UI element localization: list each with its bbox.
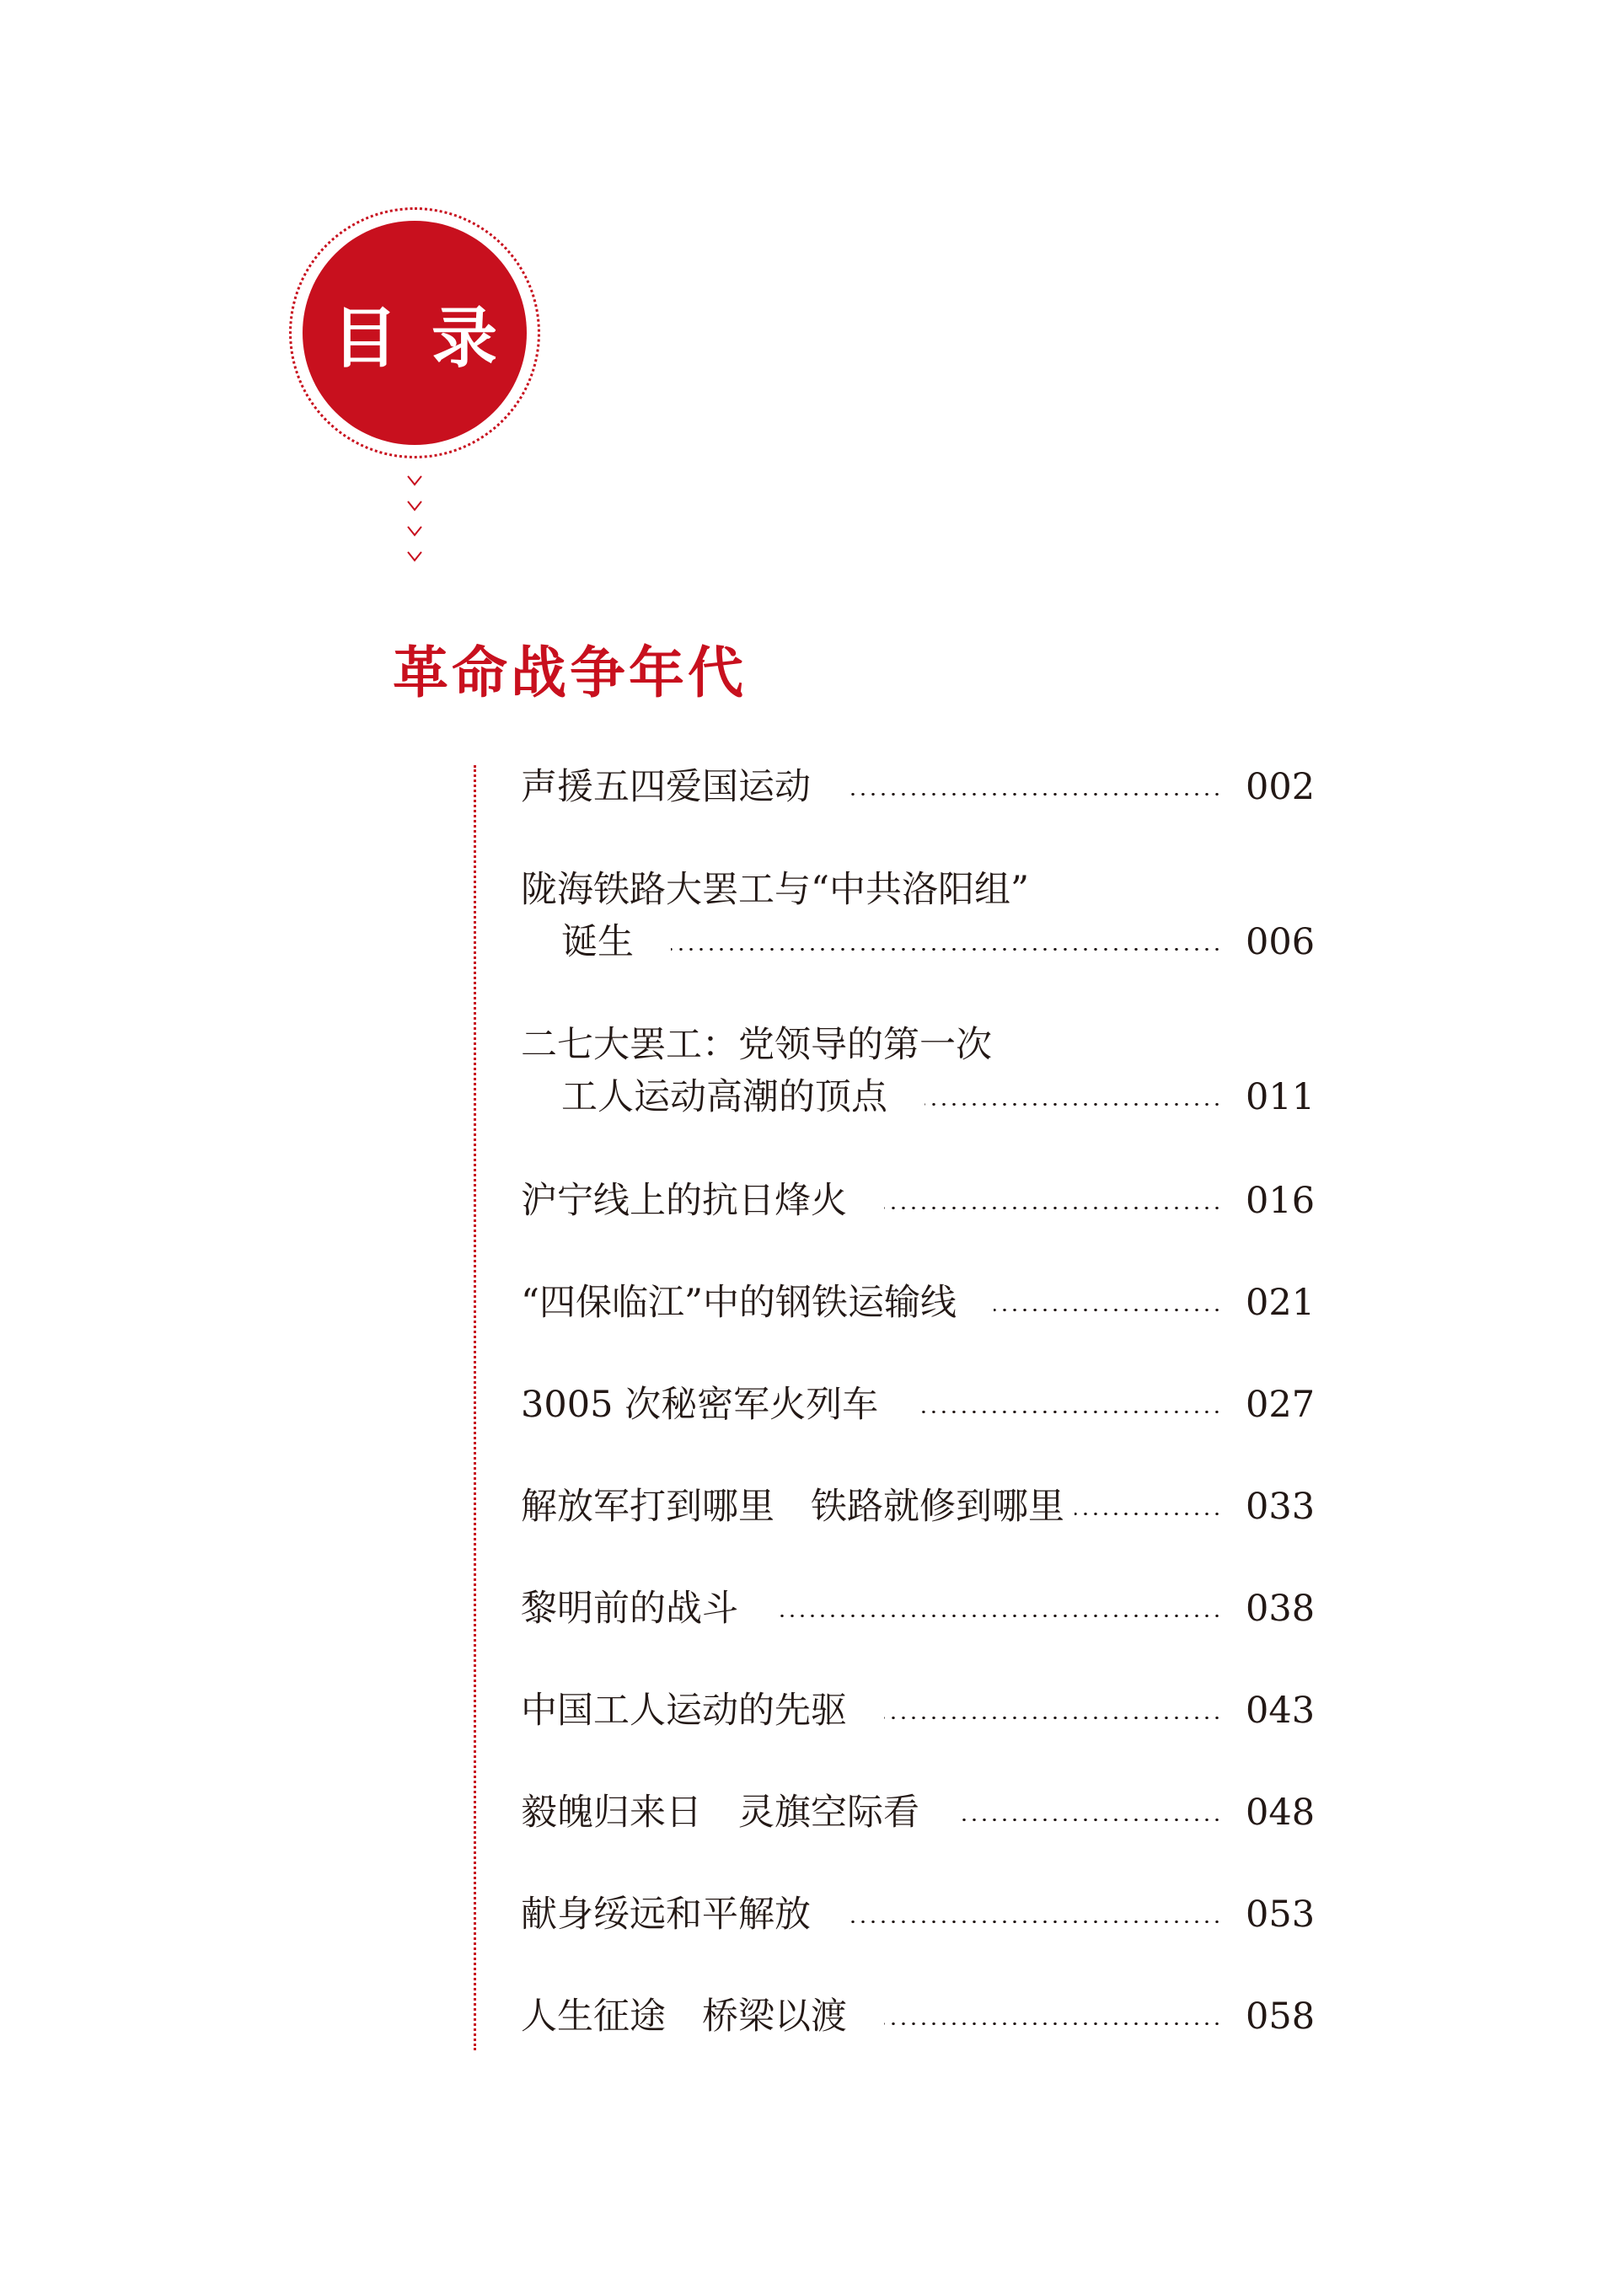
page-number: 048 [1246, 1792, 1316, 1834]
page-number: 043 [1246, 1690, 1316, 1732]
entry-title: 毅魄归来日 灵旗空际看 [521, 1792, 919, 1834]
entry-title: 解放军打到哪里 铁路就修到哪里 [521, 1486, 1064, 1528]
chevron-down-icon [404, 493, 426, 518]
entry-title: 人生征途 桥梁以渡 [521, 1996, 847, 2038]
dot-leader [1075, 1513, 1222, 1515]
dot-leader [884, 2022, 1222, 2025]
page-number: 002 [1246, 766, 1316, 808]
toc-entry[interactable] [521, 1277, 1316, 1329]
toc-entry[interactable] [521, 1990, 1316, 2043]
toc-entry[interactable] [521, 1019, 1316, 1123]
entry-title: “四保临江”中的钢铁运输线 [521, 1282, 957, 1324]
page-number: 027 [1246, 1384, 1316, 1426]
section-title: 革命战争年代 [393, 640, 747, 705]
dot-leader [775, 1615, 1222, 1617]
toc-entry[interactable] [521, 1889, 1316, 1941]
dot-leader [925, 1103, 1222, 1106]
page-number: 011 [1246, 1076, 1316, 1118]
chevron-down-icon [404, 544, 426, 569]
page-number: 016 [1246, 1180, 1316, 1222]
entry-title-continued: 诞生 [561, 921, 634, 963]
toc-entry[interactable] [521, 1379, 1316, 1431]
entry-title: 黎明前的战斗 [521, 1588, 738, 1630]
toc-entry[interactable] [521, 1685, 1316, 1737]
dot-leader [957, 1819, 1222, 1821]
chevron-down-icon [404, 518, 426, 544]
toc-entry[interactable] [521, 1583, 1316, 1635]
entry-title: 沪宁线上的抗日烽火 [521, 1180, 847, 1222]
seal-disc [303, 221, 532, 445]
page-number: 021 [1246, 1282, 1316, 1324]
page-number: 038 [1246, 1588, 1316, 1630]
toc-heading: 目录 [332, 300, 532, 377]
dot-leader [884, 1207, 1222, 1209]
dot-leader [994, 1309, 1222, 1311]
chevron-column [404, 468, 426, 569]
dot-leader [915, 1411, 1222, 1413]
chevron-down-icon [404, 468, 426, 493]
toc-entry[interactable] [521, 1175, 1316, 1227]
dot-leader [848, 1921, 1222, 1923]
page-number: 033 [1246, 1486, 1316, 1528]
toc-entry[interactable] [521, 864, 1316, 968]
entry-title: 献身绥远和平解放 [521, 1894, 811, 1936]
page-number: 006 [1246, 921, 1316, 963]
toc-entry[interactable] [521, 1481, 1316, 1533]
page-number: 053 [1246, 1894, 1316, 1936]
toc-entry[interactable] [521, 1787, 1316, 1839]
entry-title-continued: 工人运动高潮的顶点 [561, 1076, 887, 1118]
toc-entry[interactable] [521, 761, 1316, 813]
entry-title: 声援五四爱国运动 [521, 766, 811, 808]
entry-title: 陇海铁路大罢工与“中共洛阳组” [521, 869, 1029, 911]
dot-leader [671, 948, 1222, 951]
dot-leader [884, 1717, 1222, 1719]
entry-title: 中国工人运动的先驱 [521, 1690, 847, 1732]
entry-title: 二七大罢工：党领导的第一次 [521, 1024, 992, 1066]
page-number: 058 [1246, 1996, 1316, 2038]
dotted-divider [474, 765, 476, 2050]
entry-title: 3005 次秘密军火列车 [521, 1384, 879, 1426]
dot-leader [848, 793, 1222, 796]
